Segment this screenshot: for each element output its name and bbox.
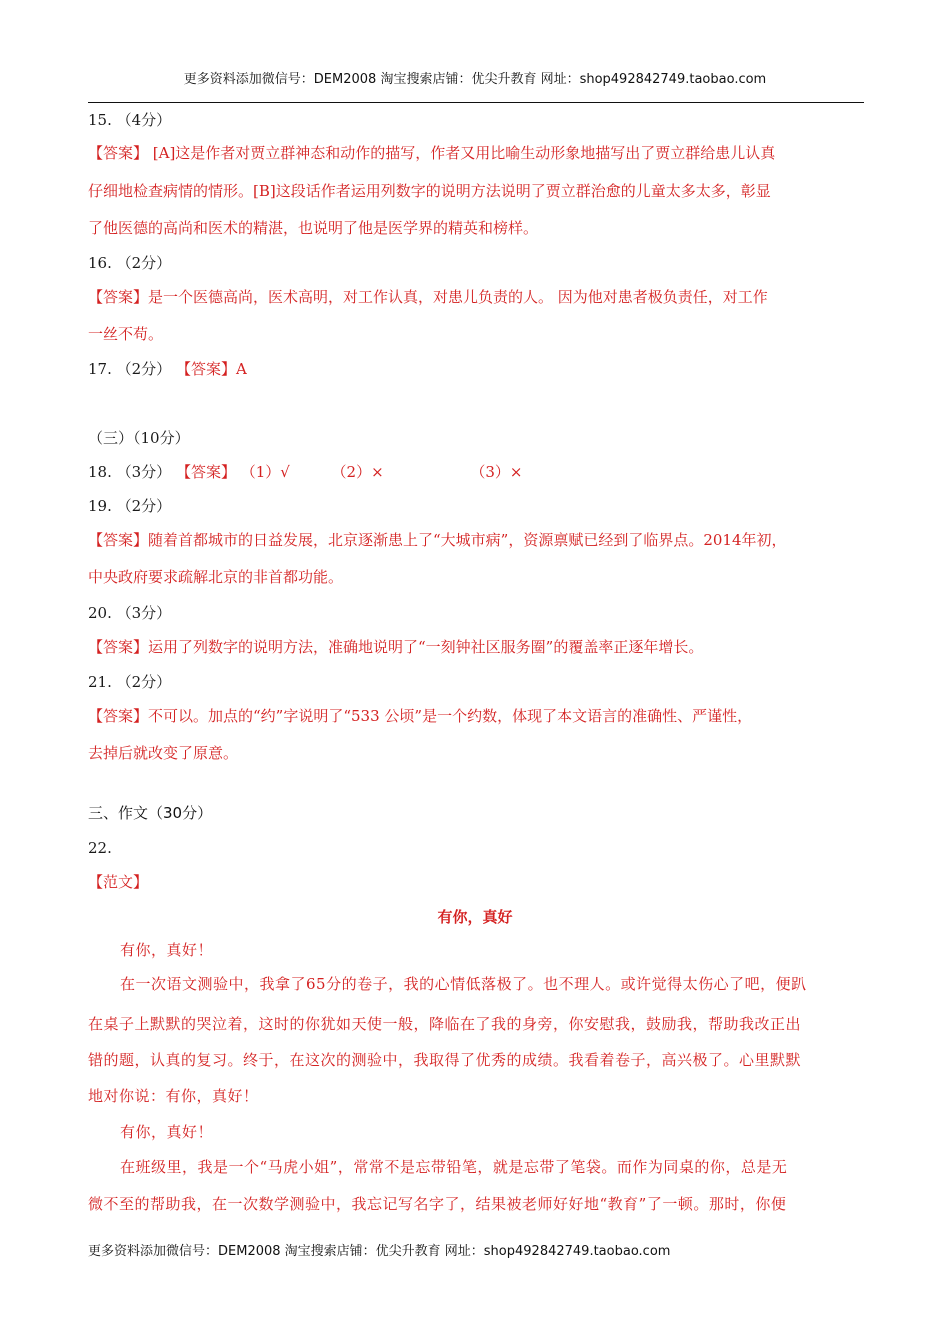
- q18-row: [88, 462, 522, 482]
- q21-answer-line: 【答案】不可以。加点的“约”字说明了“533 公顷”是一个约数，体现了本文语言的准确性、严谨性，: [88, 707, 753, 725]
- essay-line: 错的题，认真的复习。终于，在这次的测验中，我取得了优秀的成绩。我看着卷子，高兴极了。心里默默: [88, 1051, 802, 1069]
- essay-title: 有你，真好: [437, 908, 513, 926]
- q18-number: 18. （3分）: [88, 463, 172, 481]
- q15-answer-line: 仔细地检查病情的情形。[B]这段话作者运用列数字的说明方法说明了贾立群治愈的儿童太多太多，彰显: [88, 182, 771, 200]
- q19-answer-line: 【答案】随着首都城市的日益发展，北京逐渐患上了“大城市病”，资源禀赋已经到了临界点。2014年初，: [88, 531, 787, 549]
- q15-answer-line: 了他医德的高尚和医术的精湛，也说明了他是医学界的精英和榜样。: [88, 219, 539, 237]
- q22-number: 22.: [88, 839, 112, 857]
- q16-answer-line: 【答案】是一个医德高尚，医术高明，对工作认真，对患儿负责的人。 因为他对患者极负责任，对工作: [88, 288, 768, 306]
- section3-title: 三、作文（30分）: [88, 804, 213, 822]
- q17-number: 17. （2分）: [88, 360, 172, 378]
- q21-answer-line: 去掉后就改变了原意。: [88, 744, 239, 762]
- q15-answer-line: 【答案】 [A]这是作者对贾立群神态和动作的描写，作者又用比喻生动形象地描写出了贾立群给患儿认真: [88, 144, 776, 162]
- q18-answer-3: （3）×: [470, 463, 523, 481]
- essay-line: 在班级里，我是一个“马虎小姐”，常常不是忘带铅笔，就是忘带了笔袋。而作为同桌的你，总是无: [120, 1158, 788, 1176]
- essay-line: 在一次语文测验中，我拿了65分的卷子，我的心情低落极了。也不理人。或许觉得太伤心了吧，便趴: [120, 975, 807, 993]
- part3-label: （三）（10分）: [88, 429, 190, 447]
- q18-answer-1: （1）√: [240, 463, 290, 481]
- q20-answer-line: 【答案】运用了列数字的说明方法，准确地说明了“一刻钟社区服务圈”的覆盖率正逐年增长。: [88, 638, 704, 656]
- essay-line: 微不至的帮助我，在一次数学测验中，我忘记写名字了，结果被老师好好地“教育”了一顿。那时，你便: [88, 1195, 787, 1213]
- essay-line: 在桌子上默默的哭泣着，这时的你犹如天使一般，降临在了我的身旁，你安慰我，鼓励我，帮助我改正出: [88, 1015, 802, 1033]
- q17-answer: 【答案】A: [175, 360, 247, 378]
- essay-paragraph: 有你，真好！: [120, 1123, 214, 1141]
- q15-number: 15. （4分）: [88, 111, 172, 129]
- q18-answer-label: 【答案】: [175, 463, 236, 481]
- page-footer: 更多资料添加微信号：DEM2008 淘宝搜索店铺：优尖升教育 网址：shop492842749.taobao.com: [88, 1244, 671, 1259]
- q21-number: 21. （2分）: [88, 673, 172, 691]
- q19-answer-line: 中央政府要求疏解北京的非首都功能。: [88, 568, 344, 586]
- q16-number: 16. （2分）: [88, 254, 172, 272]
- q19-number: 19. （2分）: [88, 497, 172, 515]
- q20-number: 20. （3分）: [88, 604, 172, 622]
- q17-row: [88, 359, 247, 379]
- sample-essay-label: 【范文】: [88, 873, 149, 891]
- header-rule: [88, 102, 864, 103]
- essay-line: 地对你说：有你，真好！: [88, 1087, 259, 1105]
- q16-answer-line: 一丝不苟。: [88, 325, 164, 343]
- q18-answer-2: （2）×: [331, 463, 384, 481]
- page-header: 更多资料添加微信号：DEM2008 淘宝搜索店铺：优尖升教育 网址：shop492842749.taobao.com: [183, 72, 767, 87]
- essay-paragraph: 有你，真好！: [120, 941, 214, 959]
